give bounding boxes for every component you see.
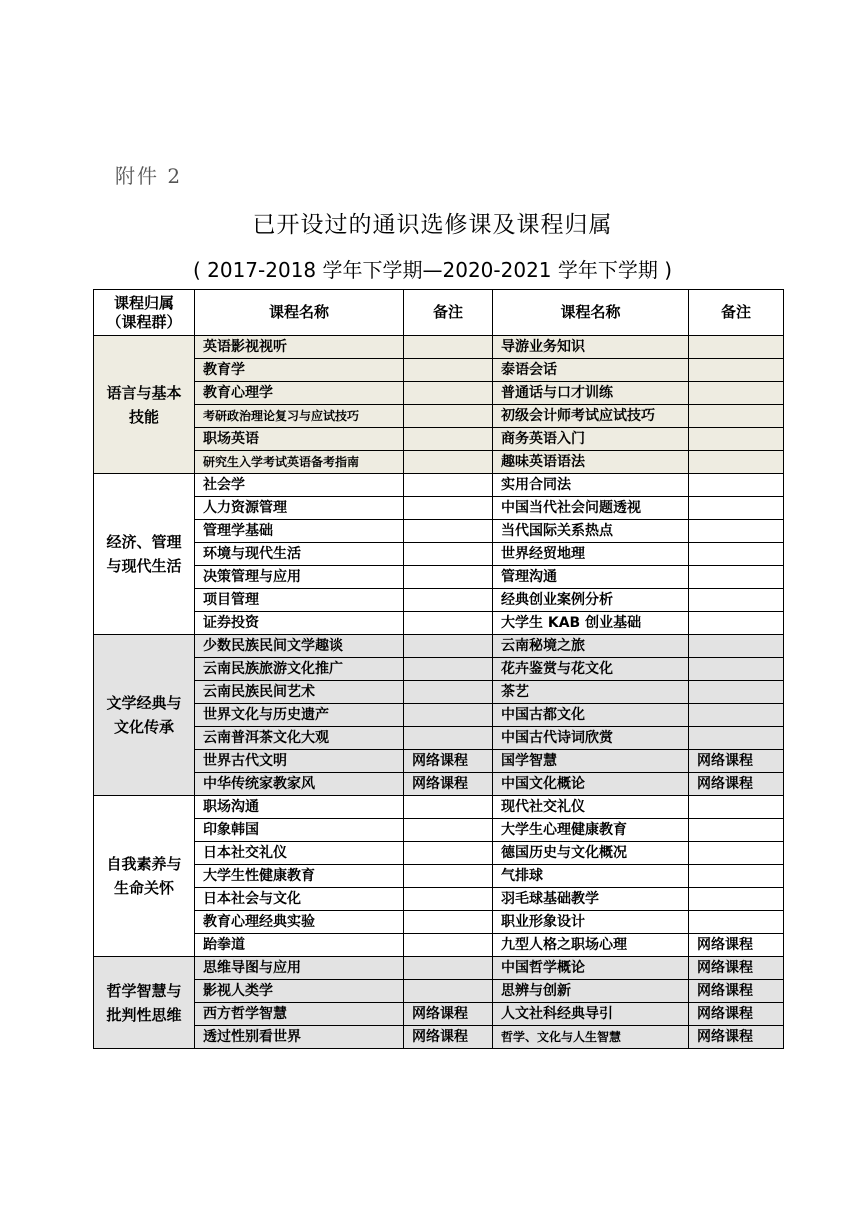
table-row [94, 957, 784, 980]
course-name: 考研政治理论复习与应试技巧 [195, 405, 404, 428]
course-name: 人力资源管理 [195, 497, 404, 520]
course-note [689, 474, 784, 497]
course-note [404, 796, 493, 819]
course-table [93, 289, 784, 1049]
course-note [689, 727, 784, 750]
table-row [94, 842, 784, 865]
course-name: 花卉鉴赏与花文化 [493, 658, 689, 681]
course-note [404, 980, 493, 1003]
table-row [94, 612, 784, 635]
table-row [94, 727, 784, 750]
course-name: 英语影视视听 [195, 336, 404, 359]
course-name: 决策管理与应用 [195, 566, 404, 589]
document-title: 已开设过的通识选修课及课程归属 [252, 212, 613, 238]
course-name: 教育心理经典实验 [195, 911, 404, 934]
course-note [404, 957, 493, 980]
course-note: 网络课程 [404, 773, 493, 796]
table-row [94, 520, 784, 543]
course-note [689, 497, 784, 520]
course-table-body [94, 336, 784, 1049]
group-name-text: 哲学智慧与批判性思维 [106, 981, 182, 1024]
table-row [94, 382, 784, 405]
course-note [689, 359, 784, 382]
group-name-text: 文学经典与文化传承 [106, 694, 182, 736]
course-name: 大学生 KAB 创业基础 [493, 612, 689, 635]
course-note [404, 382, 493, 405]
table-row [94, 980, 784, 1003]
table-row [94, 497, 784, 520]
course-name: 管理沟通 [493, 566, 689, 589]
course-note [404, 359, 493, 382]
table-row [94, 888, 784, 911]
table-row [94, 451, 784, 474]
course-note [689, 819, 784, 842]
course-note [404, 842, 493, 865]
table-row [94, 865, 784, 888]
course-note: 网络课程 [689, 750, 784, 773]
course-note [689, 796, 784, 819]
course-name: 中国文化概论 [493, 773, 689, 796]
group-name-text: 语言与基本技能 [106, 383, 182, 426]
course-name: 世界古代文明 [195, 750, 404, 773]
table-row [94, 405, 784, 428]
course-name: 跆拳道 [195, 934, 404, 957]
table-row [94, 773, 784, 796]
course-name: 人文社科经典导引 [493, 1003, 689, 1026]
course-name: 职业形象设计 [493, 911, 689, 934]
group-name [94, 957, 195, 1049]
course-note [689, 612, 784, 635]
course-note [404, 474, 493, 497]
course-name: 泰语会话 [493, 359, 689, 382]
group-name [94, 336, 195, 474]
table-row [94, 911, 784, 934]
course-name: 中国古都文化 [493, 704, 689, 727]
course-note: 网络课程 [689, 773, 784, 796]
course-note [689, 336, 784, 359]
course-note [404, 635, 493, 658]
group-name-text: 经济、管理与现代生活 [106, 533, 182, 575]
course-note [404, 566, 493, 589]
table-row [94, 796, 784, 819]
course-name: 教育学 [195, 359, 404, 382]
course-note [689, 865, 784, 888]
course-name: 茶艺 [493, 681, 689, 704]
header-note-2: 备注 [689, 290, 784, 336]
table-header-row [94, 290, 784, 336]
table-row [94, 681, 784, 704]
course-note [689, 382, 784, 405]
course-note [404, 727, 493, 750]
course-note [404, 658, 493, 681]
course-name: 大学生心理健康教育 [493, 819, 689, 842]
course-name: 中国哲学概论 [493, 957, 689, 980]
group-name [94, 635, 195, 796]
course-note [689, 635, 784, 658]
course-note [689, 451, 784, 474]
course-name: 日本社交礼仪 [195, 842, 404, 865]
course-name: 项目管理 [195, 589, 404, 612]
course-name: 世界文化与历史遗产 [195, 704, 404, 727]
table-row [94, 704, 784, 727]
group-name [94, 796, 195, 957]
header-course-2: 课程名称 [493, 290, 689, 336]
course-name: 哲学、文化与人生智慧 [493, 1026, 689, 1049]
course-note [689, 566, 784, 589]
course-name: 教育心理学 [195, 382, 404, 405]
course-note [404, 520, 493, 543]
course-note [689, 589, 784, 612]
course-note [404, 428, 493, 451]
course-name: 云南秘境之旅 [493, 635, 689, 658]
course-name: 思维导图与应用 [195, 957, 404, 980]
course-note: 网络课程 [689, 1026, 784, 1049]
course-note [404, 865, 493, 888]
table-row [94, 934, 784, 957]
table-row [94, 543, 784, 566]
course-name: 当代国际关系热点 [493, 520, 689, 543]
course-name: 德国历史与文化概况 [493, 842, 689, 865]
table-row [94, 635, 784, 658]
course-name: 普通话与口才训练 [493, 382, 689, 405]
course-note [689, 842, 784, 865]
course-name: 印象韩国 [195, 819, 404, 842]
course-note: 网络课程 [689, 957, 784, 980]
course-name: 经典创业案例分析 [493, 589, 689, 612]
course-name: 管理学基础 [195, 520, 404, 543]
header-note: 备注 [404, 290, 493, 336]
table-row [94, 428, 784, 451]
course-name: 环境与现代生活 [195, 543, 404, 566]
course-note [689, 405, 784, 428]
table-row [94, 819, 784, 842]
course-name: 导游业务知识 [493, 336, 689, 359]
course-name: 西方哲学智慧 [195, 1003, 404, 1026]
course-note [689, 681, 784, 704]
table-row [94, 336, 784, 359]
table-row [94, 1026, 784, 1049]
table-row [94, 750, 784, 773]
course-name: 大学生性健康教育 [195, 865, 404, 888]
attachment-label: 附件 2 [115, 164, 183, 188]
course-note [689, 911, 784, 934]
course-note [689, 704, 784, 727]
course-name: 趣味英语语法 [493, 451, 689, 474]
course-name: 中华传统家教家风 [195, 773, 404, 796]
table-row [94, 566, 784, 589]
course-name: 商务英语入门 [493, 428, 689, 451]
course-note: 网络课程 [404, 750, 493, 773]
course-name: 九型人格之职场心理 [493, 934, 689, 957]
course-name: 中国当代社会问题透视 [493, 497, 689, 520]
course-note [404, 451, 493, 474]
course-name: 气排球 [493, 865, 689, 888]
course-note [404, 681, 493, 704]
course-note [404, 497, 493, 520]
course-name: 现代社交礼仪 [493, 796, 689, 819]
course-note [689, 520, 784, 543]
table-row [94, 589, 784, 612]
course-name: 影视人类学 [195, 980, 404, 1003]
table-row [94, 658, 784, 681]
course-name: 国学智慧 [493, 750, 689, 773]
course-name: 少数民族民间文学趣谈 [195, 635, 404, 658]
course-note [689, 888, 784, 911]
course-note: 网络课程 [689, 1003, 784, 1026]
course-note [404, 589, 493, 612]
course-name: 羽毛球基础教学 [493, 888, 689, 911]
course-name: 研究生入学考试英语备考指南 [195, 451, 404, 474]
course-name: 云南普洱茶文化大观 [195, 727, 404, 750]
course-name: 实用合同法 [493, 474, 689, 497]
course-note [689, 428, 784, 451]
table-row [94, 474, 784, 497]
course-name: 透过性别看世界 [195, 1026, 404, 1049]
course-name: 世界经贸地理 [493, 543, 689, 566]
course-note [404, 543, 493, 566]
course-note [404, 819, 493, 842]
course-name: 初级会计师考试应试技巧 [493, 405, 689, 428]
table-row [94, 1003, 784, 1026]
document-subtitle: ( 2017-2018 学年下学期—2020-2021 学年下学期 ) [192, 258, 673, 282]
course-name: 证券投资 [195, 612, 404, 635]
course-note [404, 612, 493, 635]
course-name: 中国古代诗词欣赏 [493, 727, 689, 750]
course-note [689, 658, 784, 681]
table-row [94, 359, 784, 382]
course-name: 日本社会与文化 [195, 888, 404, 911]
course-note: 网络课程 [404, 1003, 493, 1026]
course-note [404, 405, 493, 428]
group-name [94, 474, 195, 635]
course-name: 职场沟通 [195, 796, 404, 819]
course-name: 云南民族民间艺术 [195, 681, 404, 704]
header-group: 课程归属（课程群） [94, 290, 195, 336]
group-name-text: 自我素养与生命关怀 [106, 855, 182, 897]
course-note: 网络课程 [689, 980, 784, 1003]
course-note: 网络课程 [404, 1026, 493, 1049]
course-note [404, 934, 493, 957]
course-name: 职场英语 [195, 428, 404, 451]
course-note [404, 336, 493, 359]
header-course: 课程名称 [195, 290, 404, 336]
course-note [404, 911, 493, 934]
course-note [404, 704, 493, 727]
course-name: 社会学 [195, 474, 404, 497]
course-name: 云南民族旅游文化推广 [195, 658, 404, 681]
course-note [689, 543, 784, 566]
course-name: 思辨与创新 [493, 980, 689, 1003]
course-note: 网络课程 [689, 934, 784, 957]
course-note [404, 888, 493, 911]
